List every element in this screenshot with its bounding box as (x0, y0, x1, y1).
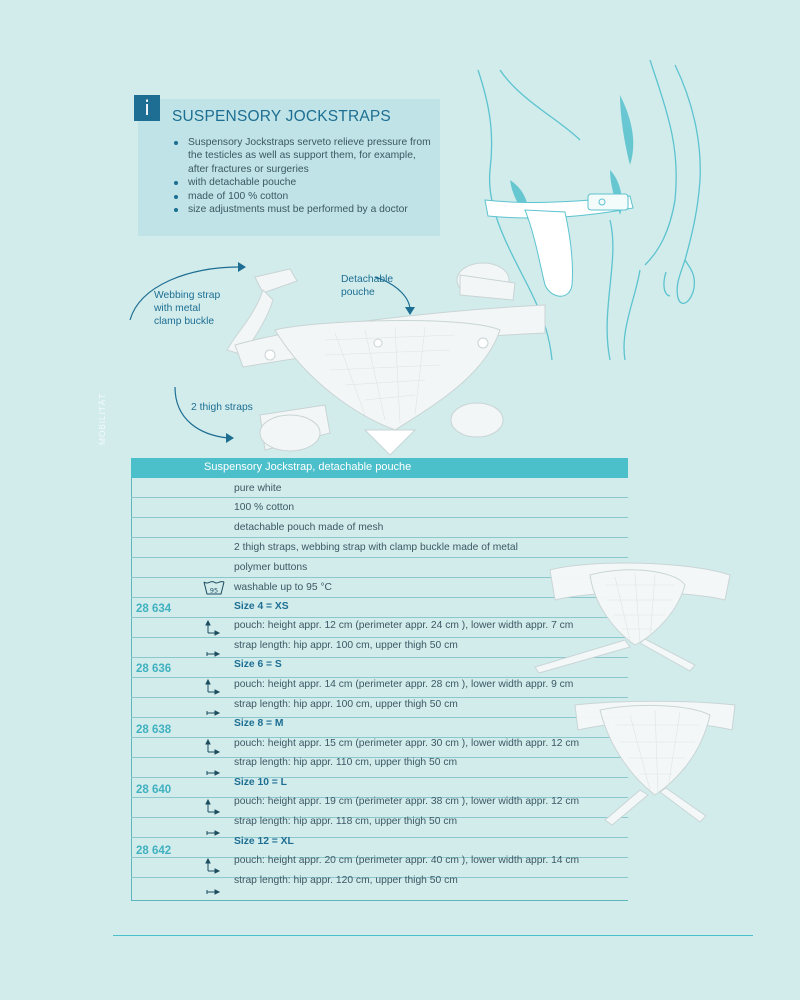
row-divider (131, 517, 628, 518)
pouch-photo-bottom (560, 690, 745, 830)
article-number: 28 642 (136, 845, 172, 857)
feature-row: 100 % cotton (234, 502, 295, 513)
strap-length: strap length: hip appr. 118 cm, upper thigh 50 cm (234, 816, 458, 827)
article-number: 28 636 (136, 663, 172, 675)
size-label: Size 6 = S (234, 659, 282, 670)
pouch-dimensions: pouch: height appr. 12 cm (perimeter appr. 24 cm ), lower width appr. 7 cm (234, 620, 574, 631)
feature-row: detachable pouch made of mesh (234, 522, 384, 533)
pouch-dimensions: pouch: height appr. 15 cm (perimeter appr. 30 cm ), lower width appr. 12 cm (234, 738, 580, 749)
size-label: Size 4 = XS (234, 601, 289, 612)
section-title: SUSPENSORY JOCKSTRAPS (172, 108, 391, 125)
article-number: 28 640 (136, 784, 172, 796)
pouch-photo-top (525, 555, 750, 675)
dimension-icons (200, 615, 226, 900)
callout-thigh-straps: 2 thigh straps (191, 402, 253, 413)
side-category-label: MOBILITÄT (97, 392, 107, 445)
bullet-item: size adjustments must be performed by a doctor (172, 203, 434, 216)
callout-detachable-pouche (341, 273, 393, 299)
row-divider (131, 537, 628, 538)
info-icon: i (134, 95, 160, 121)
callout-line: with metal (154, 303, 201, 315)
bullet-item: made of 100 % cotton (172, 190, 434, 203)
page-bottom-rule (113, 935, 753, 936)
callout-line: pouche (341, 287, 375, 299)
strap-length: strap length: hip appr. 100 cm, upper thigh 50 cm (234, 699, 458, 710)
row-divider (131, 497, 628, 498)
strap-length: strap length: hip appr. 120 cm, upper thigh 50 cm (234, 875, 458, 886)
feature-row: washable up to 95 °C (234, 582, 332, 593)
pouch-dimensions: pouch: height appr. 19 cm (perimeter appr. 38 cm ), lower width appr. 12 cm (234, 796, 580, 807)
pouch-dimensions: pouch: height appr. 20 cm (perimeter appr. 40 cm ), lower width appr. 14 cm (234, 855, 580, 866)
size-label: Size 10 = L (234, 777, 287, 788)
bullet-item: Suspensory Jockstraps serveto relieve pressure from the testicles as well as support them, for example, after fractures or surgeries (172, 136, 434, 176)
callout-webbing-strap (154, 289, 220, 329)
callout-line: Detachable (341, 274, 394, 285)
size-label: Size 8 = M (234, 718, 284, 729)
size-label: Size 12 = XL (234, 836, 294, 847)
wash-icon-label: 95 (209, 586, 219, 595)
feature-row: pure white (234, 483, 282, 494)
feature-row: 2 thigh straps, webbing strap with clamp buckle made of metal (234, 542, 518, 553)
callout-line: clamp buckle (154, 316, 215, 328)
height-width-icon (206, 621, 219, 635)
strap-length: strap length: hip appr. 100 cm, upper thigh 50 cm (234, 640, 458, 651)
callout-line: Webbing strap (154, 290, 221, 301)
pouch-dimensions: pouch: height appr. 14 cm (perimeter appr. 28 cm ), lower width appr. 9 cm (234, 679, 574, 690)
table-header-title: Suspensory Jockstrap, detachable pouche (204, 461, 412, 473)
strap-length: strap length: hip appr. 110 cm, upper thigh 50 cm (234, 757, 458, 768)
wash-95-icon (203, 580, 225, 596)
feature-bullet-list (172, 136, 434, 216)
bullet-item: with detachable pouche (172, 176, 434, 189)
table-bottom-border (131, 900, 628, 901)
length-arrow-icon (207, 652, 219, 656)
article-number: 28 634 (136, 603, 172, 615)
feature-row: polymer buttons (234, 562, 308, 573)
article-number: 28 638 (136, 724, 172, 736)
